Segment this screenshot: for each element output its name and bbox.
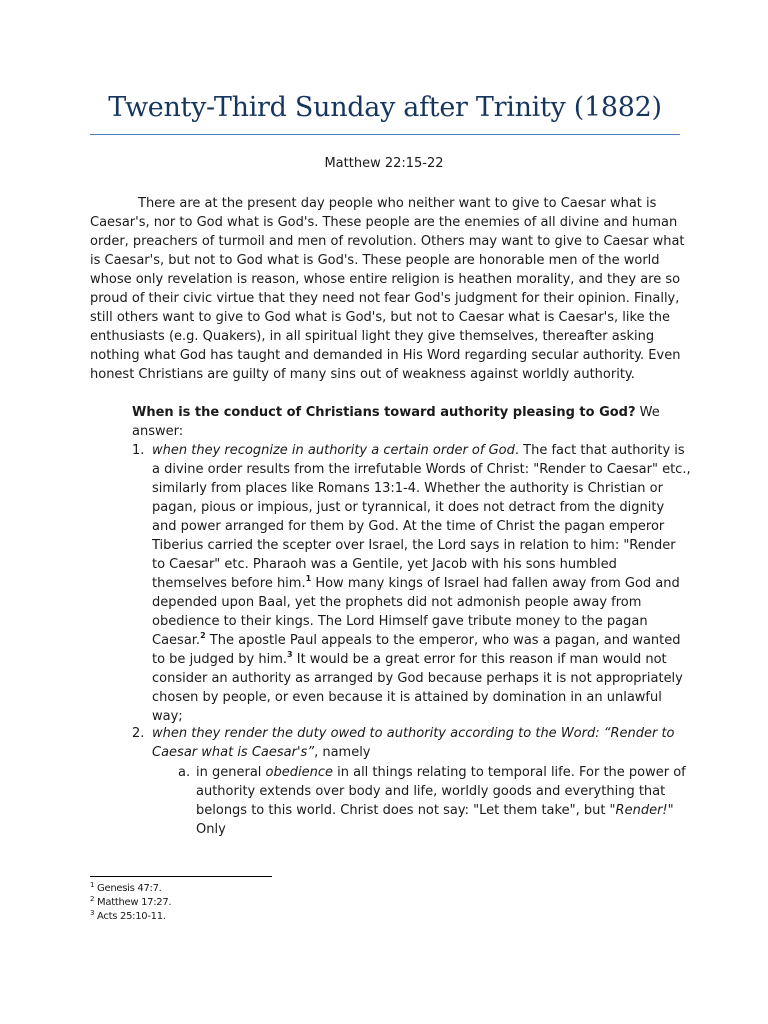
intro-paragraph: There are at the present day people who neither want to give to Caesar what is Caesar's, nor to God what is God's. These people are the enemies of all divine and human order, preachers of turmoil and men of revolution. Others may want to give to Caesar what is Caesar's, but not to God what is God's. These people are honorable men of the world whose only revelation is reason, whose entire religion is heathen morality, and they are so proud of their civic virtue that they need not fear God's judgment for their opinion. Finally, still others want to give to God what is God's, but not to Caesar what is Caesar's, like the enthusiasts (e.g. Quakers), in all spiritual light they give themselves, thereafter asking nothing what God has taught and demanded in His Word regarding secular authority. Even honest Christians are guilty of many sins out of weakness against worldly authority. <box>90 196 685 382</box>
item1-text-a: . The fact that authority is a divine order results from the irrefutable Words of Christ: "Render to Caesar" etc., similarly from places like Romans 13:1-4. Whether the authority is Christian or pagan, pious or impious, just or tyrannical, it does not detract from the dignity and power arranged for them by God. At the time of Christ the pagan emperor Tiberius carried the scepter over Israel, the Lord says in relation to him: "Render to Caesar" etc. Pharaoh was a Gentile, yet Jacob with his sons humbled themselves before him. <box>152 443 691 591</box>
question-bold: When is the conduct of Christians toward authority pleasing to God? <box>132 405 636 420</box>
item1-italic: when they recognize in authority a certain order of God <box>152 443 515 458</box>
footnote-ref-1[interactable]: 1 <box>305 574 312 583</box>
sub-item-a <box>178 763 686 839</box>
list-item-2 <box>132 724 692 762</box>
page-title: Twenty-Third Sunday after Trinity (1882) <box>108 92 662 123</box>
footnote-separator <box>90 876 272 877</box>
footnote-2 <box>90 896 390 910</box>
question-rest: We answer: <box>132 405 660 439</box>
footnote-3 <box>90 910 390 924</box>
sub-letter-a: a. <box>178 765 191 780</box>
footnote-text: Matthew 17:27. <box>97 897 172 908</box>
item1-text-c: The apostle Paul appeals to the emperor, who was a pagan, and wanted to be judged by him. <box>152 633 681 667</box>
footnotes <box>90 882 390 924</box>
list-number-1: 1. <box>132 443 145 458</box>
item2a-pre: in general <box>196 765 266 780</box>
list-item-1 <box>132 441 692 726</box>
item2-italic: when they render the duty owed to authority according to the Word: “Render to Caesar what is Caesar's” <box>152 726 675 760</box>
item2a-italic2: Render! <box>615 803 668 818</box>
footnote-1 <box>90 882 390 896</box>
footnote-text: Genesis 47:7. <box>97 883 162 894</box>
title-underline <box>90 134 680 135</box>
item1-text-b: How many kings of Israel had fallen away from God and depended upon Baal, yet the prophets did not admonish people away from obedience to their kings. The Lord Himself gave tribute money to the pagan Caesar. <box>152 576 680 648</box>
footnote-mark: 3 <box>90 909 95 917</box>
scripture-reference: Matthew 22:15-22 <box>324 156 444 171</box>
item2-rest: , namely <box>314 745 371 760</box>
item2a-italic: obedience <box>265 765 333 780</box>
footnote-mark: 2 <box>90 895 95 903</box>
footnote-mark: 1 <box>90 881 95 889</box>
question-paragraph <box>132 403 692 441</box>
footnote-text: Acts 25:10-11. <box>97 911 166 922</box>
item1-text-d: It would be a great error for this reason if man would not consider an authority as arranged by God because perhaps it is not appropriately chosen by people, or even because it is attained by domination in an unlawful way; <box>152 652 683 724</box>
footnote-ref-3[interactable]: 3 <box>287 650 293 659</box>
footnote-ref-2[interactable]: 2 <box>200 631 206 640</box>
item2a-post: " Only <box>196 803 674 837</box>
item2a-mid: in all things relating to temporal life. For the power of authority extends over body and life, worldly goods and everything that belongs to this world. Christ does not say: "Let them take", but " <box>196 765 686 818</box>
list-number-2: 2. <box>132 726 145 741</box>
